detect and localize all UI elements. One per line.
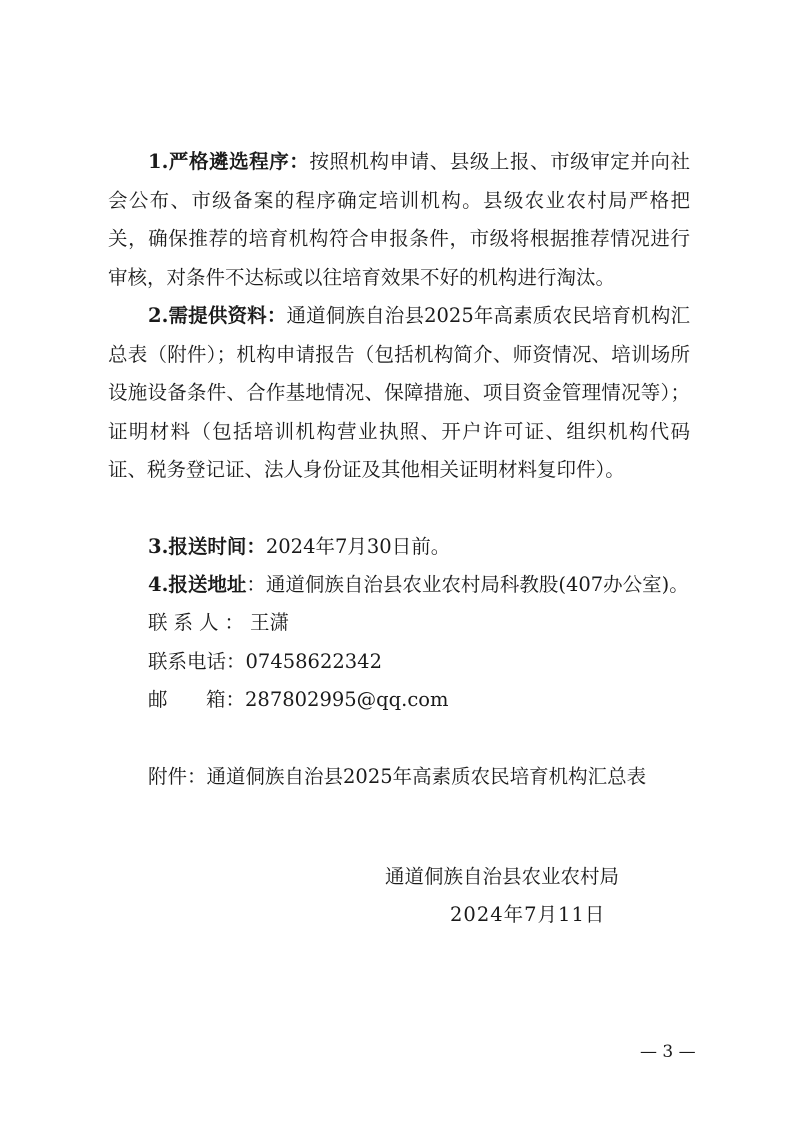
contact-email-value: 287802995@qq.com [245,688,449,711]
contact-phone-label: 联系电话： [148,650,246,673]
contact-phone-line [148,643,382,682]
item-4-paragraph [148,566,689,605]
item-3-paragraph [148,528,450,567]
item-4-text: ：通道侗族自治县农业农村局科教股(407办公室)。 [246,573,689,596]
item-2-text: 通道侗族自治县2025年高素质农民培育机构汇总表（附件）；机构申请报告（包括机构简介、师资情况、培训场所设施设备条件、合作基地情况、保障措施、项目资金管理情况等）；证明材料（包括培训机构营业执照、开户许可证、组织机构代码证、税务登记证、法人身份证及其他相关证明材料复印件）。 [108,304,690,481]
signature-org: 通道侗族自治县农业农村局 [385,865,620,888]
item-3-text: 2024年7月30日前。 [265,535,451,558]
contact-person-line [148,604,289,643]
item-4-label: 4.报送地址 [148,573,247,596]
contact-email-line [148,681,449,720]
contact-phone-value: 07458622342 [245,650,382,673]
contact-person-label: 联系人： [148,611,251,634]
contact-person-value: 王潇 [250,611,290,634]
page-number: — 3 — [640,1042,696,1062]
item-2-paragraph [108,297,690,490]
attachment-line: 附件：通道侗族自治县2025年高素质农民培育机构汇总表 [148,765,647,788]
item-3-label: 3.报送时间： [148,535,266,558]
item-1-label: 1.严格遴选程序： [148,150,310,173]
item-2-label: 2.需提供资料： [148,304,287,327]
contact-email-label-1: 邮 [148,688,168,711]
signature-date: 2024年7月11日 [450,903,606,926]
item-1-text: 按照机构申请、县级上报、市级审定并向社会公布、市级备案的程序确定培训机构。县级农业农村局严格把关，确保推荐的培育机构符合申报条件，市级将根据推荐情况进行审核，对条件不达标或以往培育效果不好的机构进行淘汰。 [108,150,690,289]
item-1-paragraph [108,143,690,297]
contact-email-label-2: 箱： [206,688,246,711]
